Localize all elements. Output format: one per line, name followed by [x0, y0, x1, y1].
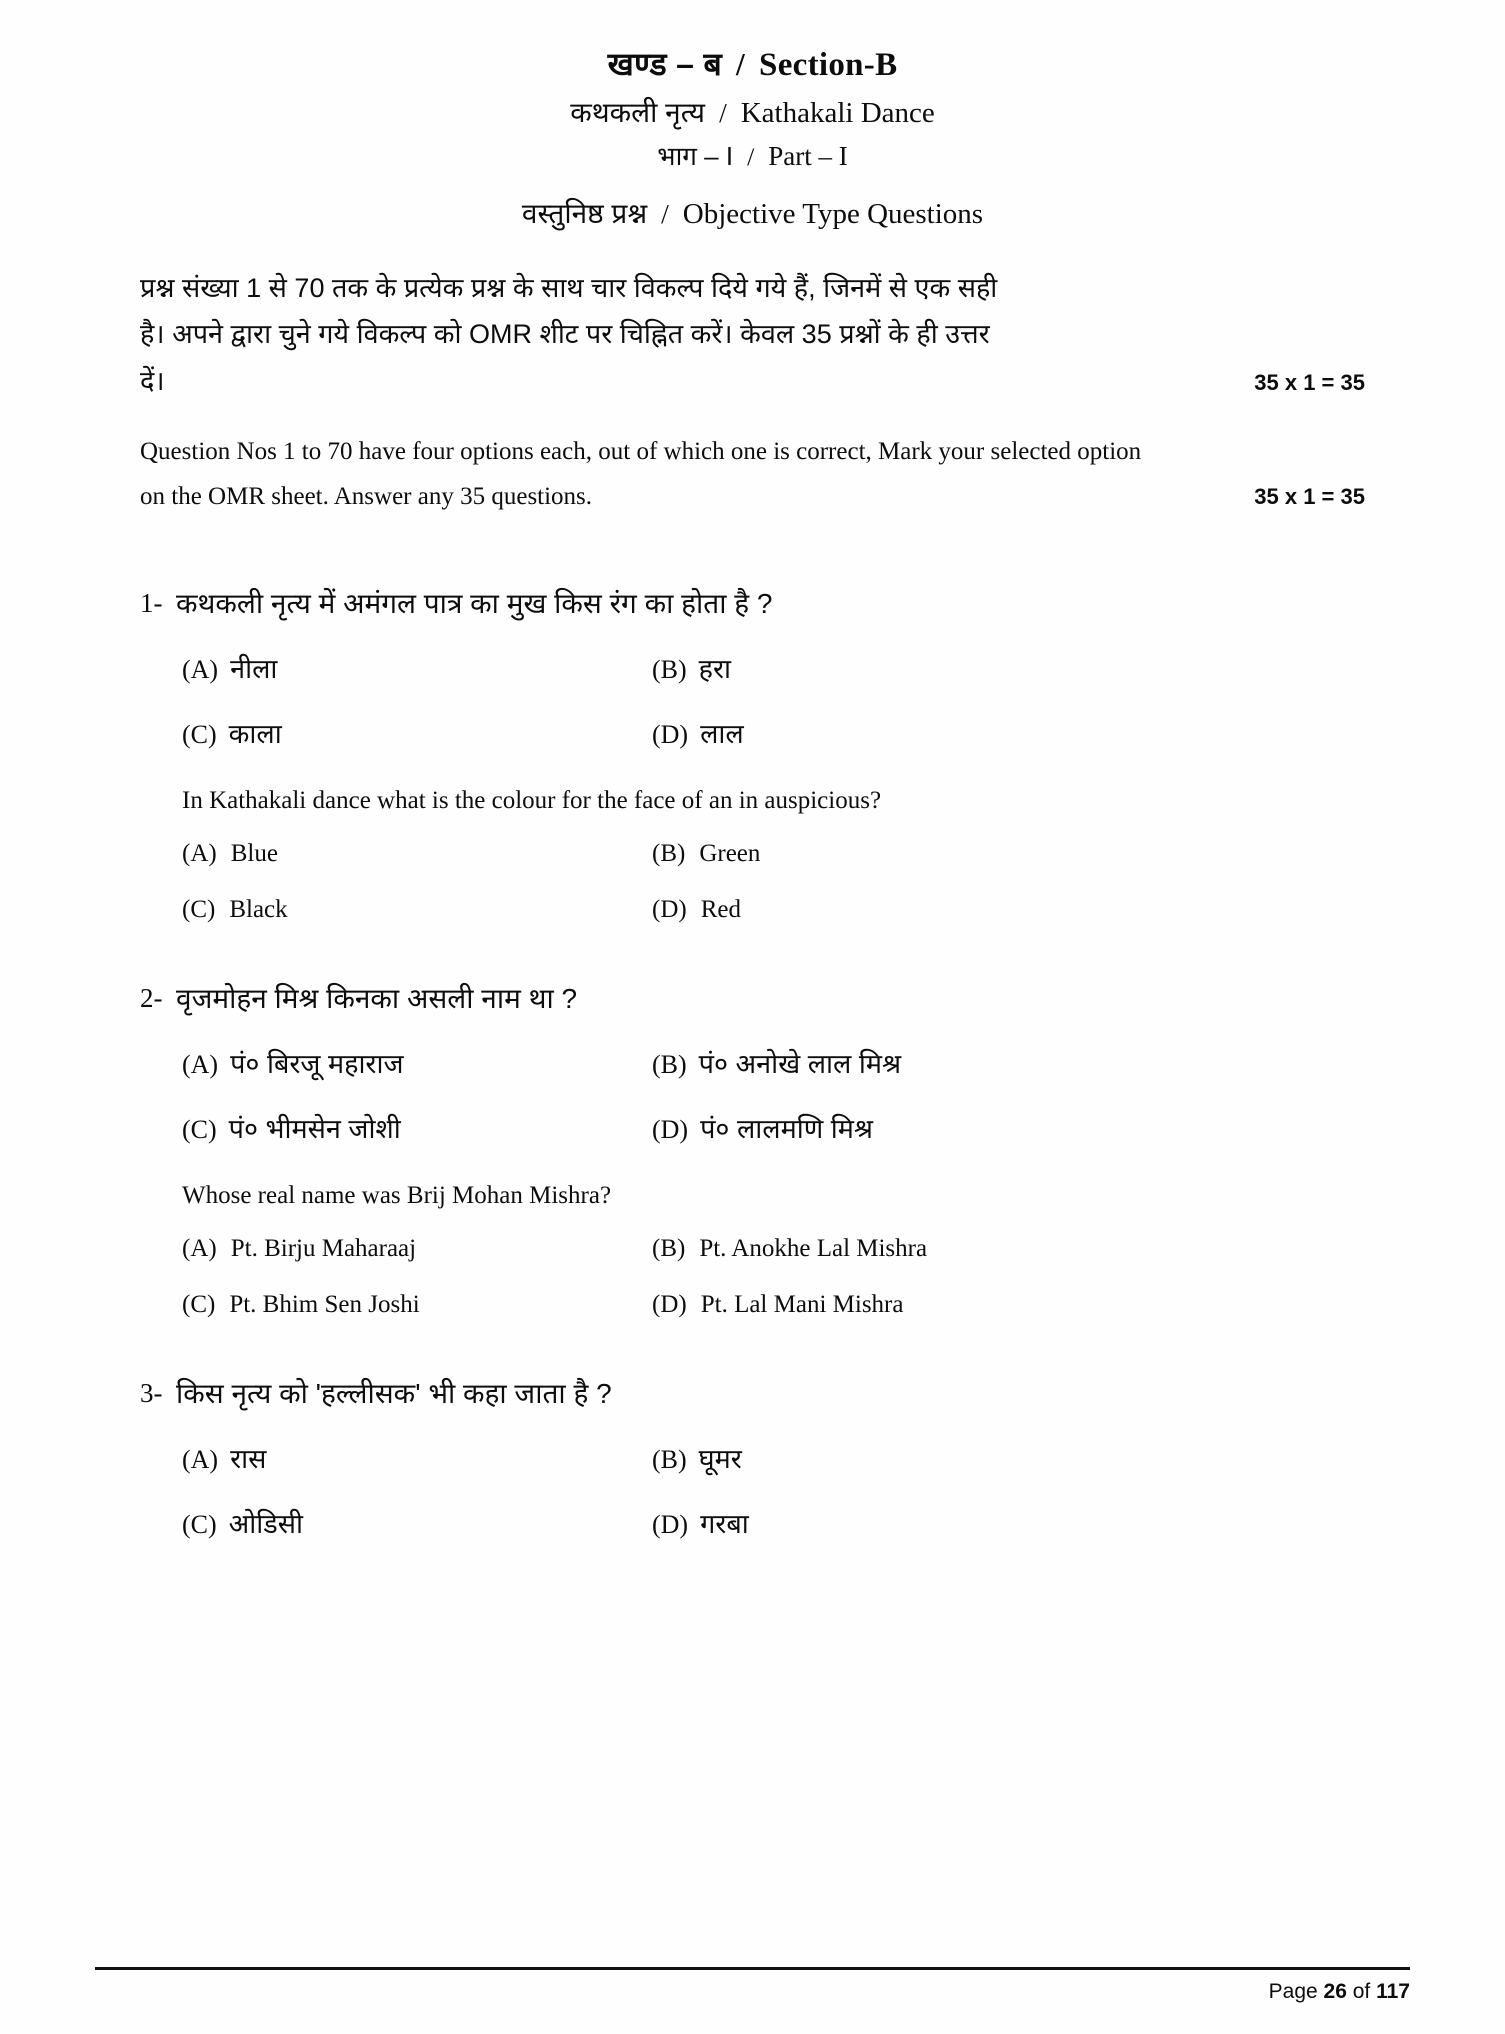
option-text: घूमर [698, 1443, 742, 1474]
question-text-hindi: कथकली नृत्य में अमंगल पात्र का मुख किस रंग का होता है ? [176, 588, 773, 620]
option-text: ओडिसी [228, 1508, 303, 1539]
page-number-indicator [95, 1980, 1410, 2004]
option-c[interactable] [182, 714, 652, 751]
option-text: हरा [698, 654, 732, 685]
option-label: (D) [652, 896, 687, 924]
option-text: Pt. Lal Mani Mishra [700, 1290, 904, 1318]
option-label: (B) [652, 1049, 687, 1079]
option-text: Blue [230, 840, 278, 868]
section-heading-english: Section-B [759, 47, 898, 83]
option-a[interactable] [182, 1235, 652, 1263]
heading-slash: / [736, 47, 746, 82]
option-label: (C) [182, 720, 217, 750]
footer-of-label: of [1352, 1980, 1371, 2003]
question-number: 1- [140, 588, 163, 619]
footer-divider [95, 1967, 1410, 1970]
options-hindi [182, 649, 1365, 751]
instruction-english-line-2: on the OMR sheet. Answer any 35 questions. [140, 482, 593, 510]
option-label: (A) [182, 1049, 219, 1079]
question-item [140, 585, 1365, 924]
subject-heading-english: Kathakali Dance [740, 97, 935, 129]
option-b[interactable] [652, 1235, 1365, 1263]
marks-english: 35 x 1 = 35 [1254, 483, 1365, 509]
instructions-english [140, 430, 1365, 519]
question-text-hindi: वृजमोहन मिश्र किनका असली नाम था ? [176, 983, 578, 1015]
option-d[interactable] [652, 896, 1365, 924]
type-slash: / [661, 198, 669, 229]
option-d[interactable] [652, 1504, 1365, 1541]
option-label: (C) [182, 1290, 216, 1318]
footer-page-label: Page [1268, 1980, 1318, 2003]
question-number: 2- [140, 983, 163, 1014]
option-b[interactable] [652, 840, 1365, 868]
question-type-english: Objective Type Questions [682, 198, 984, 230]
option-label: (D) [652, 1290, 687, 1318]
option-label: (B) [652, 1234, 686, 1262]
page-footer [95, 1967, 1410, 2004]
question-text-english: Whose real name was Brij Mohan Mishra? [182, 1181, 612, 1209]
marks-hindi: 35 x 1 = 35 [1254, 369, 1365, 395]
option-label: (C) [182, 1509, 217, 1539]
question-text-hindi: किस नृत्य को 'हल्लीसक' भी कहा जाता है ? [176, 1377, 612, 1409]
option-d[interactable] [652, 1291, 1365, 1319]
option-text: Pt. Birju Maharaaj [230, 1234, 417, 1262]
option-label: (B) [652, 1444, 687, 1474]
option-text: Green [699, 840, 761, 868]
option-label: (D) [652, 1114, 689, 1144]
option-text: Pt. Anokhe Lal Mishra [699, 1234, 928, 1262]
instruction-english-line-2-row [140, 475, 1365, 520]
part-heading-hindi: भाग – I [657, 141, 734, 171]
option-text: Red [700, 896, 741, 924]
option-c[interactable] [182, 1291, 652, 1319]
subject-slash: / [719, 97, 727, 128]
question-stem-hindi [140, 1375, 1365, 1413]
option-text: काला [228, 719, 282, 750]
instructions-hindi [140, 265, 1365, 404]
option-label: (A) [182, 1234, 217, 1262]
instruction-english-line-1: Question Nos 1 to 70 have four options each, out of which one is correct, Mark your selected option [140, 438, 1142, 466]
question-item [140, 980, 1365, 1319]
option-a[interactable] [182, 1439, 652, 1476]
subject-heading-hindi: कथकली नृत्य [570, 97, 706, 128]
part-heading-english: Part – I [768, 141, 848, 171]
option-label: (A) [182, 1444, 219, 1474]
option-b[interactable] [652, 1044, 1365, 1081]
option-d[interactable] [652, 714, 1365, 751]
option-text: रास [230, 1443, 267, 1474]
option-text: पं० बिरजू महाराज [230, 1048, 404, 1079]
part-slash: / [747, 142, 755, 171]
question-stem-hindi [140, 585, 1365, 623]
part-heading [140, 143, 1365, 170]
options-english [182, 1235, 1365, 1319]
option-text: Pt. Bhim Sen Joshi [229, 1290, 420, 1318]
option-text: गरबा [700, 1508, 749, 1539]
subject-heading [140, 99, 1365, 128]
option-label: (B) [652, 840, 686, 868]
heading-block [140, 48, 1365, 229]
option-label: (B) [652, 655, 687, 685]
option-label: (C) [182, 896, 216, 924]
page-content [140, 0, 1365, 1541]
question-type-hindi: वस्तुनिष्ठ प्रश्न [521, 198, 648, 229]
instruction-hindi-line-2: है। अपने द्वारा चुने गये विकल्प को OMR शीट पर चिह्नित करें। केवल 35 प्रश्नों के ही उत्तर [140, 319, 990, 350]
question-text-english: In Kathakali dance what is the colour for the face of an in auspicious? [182, 787, 882, 815]
option-a[interactable] [182, 840, 652, 868]
option-label: (A) [182, 655, 219, 685]
footer-current-page: 26 [1323, 1980, 1347, 2003]
instruction-hindi-line-3-row [140, 358, 1365, 404]
option-c[interactable] [182, 1109, 652, 1146]
option-b[interactable] [652, 649, 1365, 686]
option-label: (D) [652, 1509, 689, 1539]
option-label: (A) [182, 840, 217, 868]
option-d[interactable] [652, 1109, 1365, 1146]
option-text: पं० लालमणि मिश्र [700, 1113, 873, 1144]
option-a[interactable] [182, 1044, 652, 1081]
option-text: Black [229, 896, 288, 924]
options-hindi [182, 1044, 1365, 1146]
option-text: पं० भीमसेन जोशी [228, 1113, 401, 1144]
option-c[interactable] [182, 896, 652, 924]
instruction-hindi-line-3: दें। [140, 365, 165, 396]
section-heading-hindi: खण्ड – ब [607, 46, 723, 82]
question-stem-hindi [140, 980, 1365, 1018]
option-a[interactable] [182, 649, 652, 686]
option-c[interactable] [182, 1504, 652, 1541]
option-b[interactable] [652, 1439, 1365, 1476]
question-type-heading [140, 200, 1365, 229]
option-text: नीला [230, 654, 278, 685]
options-hindi [182, 1439, 1365, 1541]
option-label: (C) [182, 1114, 217, 1144]
option-text: पं० अनोखे लाल मिश्र [698, 1048, 902, 1079]
question-number: 3- [140, 1377, 163, 1408]
section-heading [140, 48, 1365, 82]
instruction-hindi-line-1: प्रश्न संख्या 1 से 70 तक के प्रत्येक प्रश्न के साथ चार विकल्प दिये गये हैं, जिनमें से एक सही [140, 273, 998, 303]
option-text: लाल [700, 719, 744, 750]
footer-total-pages: 117 [1376, 1980, 1410, 2003]
question-item [140, 1375, 1365, 1541]
options-english [182, 840, 1365, 924]
option-label: (D) [652, 720, 689, 750]
